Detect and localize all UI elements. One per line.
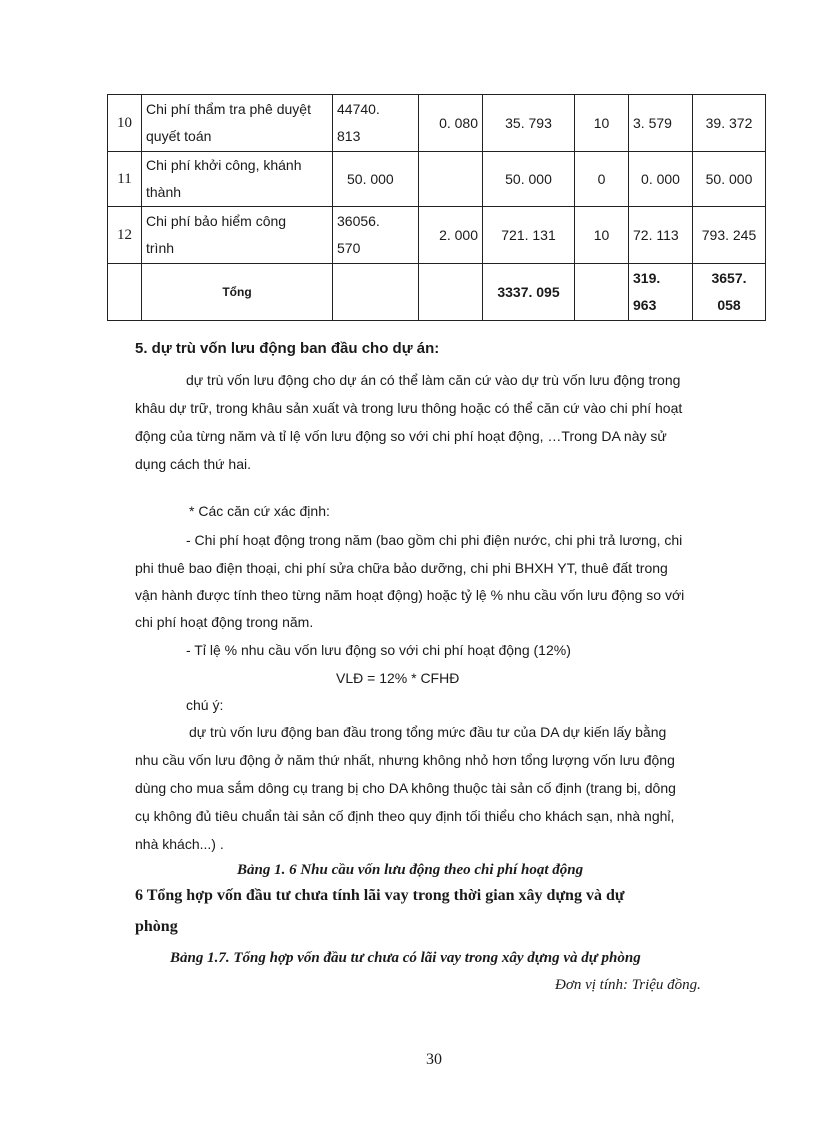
post-vat-value: 50. 000	[693, 152, 766, 207]
row-number: 10	[108, 95, 142, 152]
vat-rate: 10	[575, 95, 629, 152]
pre-vat-value: 35. 793	[483, 95, 575, 152]
paragraph-line: - Tỉ lệ % nhu cầu vốn lưu động so với chi phí hoạt động (12%)	[186, 642, 571, 658]
total-row	[108, 264, 766, 321]
rate	[419, 152, 483, 207]
paragraph-line: dùng cho mua sắm dông cụ trang bị cho DA không thuộc tài sản cố định (trang bị, dông	[135, 780, 676, 796]
vat-amount: 3. 579	[629, 95, 693, 152]
formula: VLĐ = 12% * CFHĐ	[336, 670, 460, 686]
row-number: 12	[108, 207, 142, 264]
section6-heading-line: phòng	[135, 918, 178, 935]
post-vat-value: 793. 245	[693, 207, 766, 264]
paragraph-line: phi thuê bao điện thoại, chi phí sửa chữa bảo dưỡng, chi phi BHXH YT, thuê đất trong	[135, 560, 668, 576]
paragraph-line: động của từng năm và tỉ lệ vốn lưu động so với chi phí hoạt động, …Trong DA này sử	[135, 428, 667, 444]
paragraph-line: vận hành được tính theo từng năm hoạt động) hoặc tỷ lệ % nhu cầu vốn lưu động so với	[135, 587, 685, 603]
cost-item-name: Chi phí bảo hiểm công trình	[142, 207, 333, 264]
total-pre-vat: 3337. 095	[483, 264, 575, 321]
paragraph-line: - Chi phí hoạt động trong năm (bao gồm chi phi điện nước, chi phi trả lương, chi	[186, 532, 683, 548]
pre-vat-value: 721. 131	[483, 207, 575, 264]
cost-table	[107, 94, 766, 321]
vat-amount: 72. 113	[629, 207, 693, 264]
total-vat-amount: 319. 963	[629, 264, 693, 321]
vat-rate: 0	[575, 152, 629, 207]
paragraph-line: cụ không đủ tiêu chuẩn tài sản cố định theo quy định tối thiểu cho khách sạn, nhà nghỉ,	[135, 808, 675, 824]
basis-title: * Các căn cứ xác định:	[189, 503, 330, 519]
table-row	[108, 95, 766, 152]
cost-item-name: Chi phí thẩm tra phê duyệt quyết toán	[142, 95, 333, 152]
total-label: Tổng	[142, 264, 333, 321]
cost-item-name: Chi phí khởi công, khánh thành	[142, 152, 333, 207]
paragraph-line: nhu cầu vốn lưu động ở năm thứ nhất, nhưng không nhỏ hơn tổng lượng vốn lưu động	[135, 752, 675, 768]
rate: 0. 080	[419, 95, 483, 152]
unit-note: Đơn vị tính: Triệu đồng.	[555, 977, 701, 993]
table-caption: Bảng 1. 6 Nhu cầu vốn lưu động theo chi phí hoạt động	[237, 862, 584, 878]
paragraph-line: dụng cách thứ hai.	[135, 456, 252, 472]
total-post-vat: 3657. 058	[693, 264, 766, 321]
rate: 2. 000	[419, 207, 483, 264]
paragraph-line: khâu dự trữ, trong khâu sản xuất và trong lưu thông hoặc có thể căn cứ vào chi phí hoạt	[135, 400, 683, 416]
note-title: chú ý:	[186, 697, 224, 713]
table-row	[108, 152, 766, 207]
vat-rate: 10	[575, 207, 629, 264]
page-number: 30	[426, 1051, 442, 1068]
base-value: 36056. 570	[333, 207, 419, 264]
vat-amount: 0. 000	[629, 152, 693, 207]
paragraph-line: chi phí hoạt động trong năm.	[135, 614, 314, 630]
paragraph-line: dự trù vốn lưu động ban đầu trong tổng mức đầu tư của DA dự kiến lấy bằng	[189, 724, 667, 740]
row-number: 11	[108, 152, 142, 207]
table-row	[108, 207, 766, 264]
table-caption: Bảng 1.7. Tổng hợp vốn đầu tư chưa có lãi vay trong xây dựng và dự phòng	[170, 950, 641, 966]
paragraph-line: dự trù vốn lưu động cho dự án có thể làm căn cứ vào dự trù vốn lưu động trong	[186, 372, 681, 388]
base-value: 44740. 813	[333, 95, 419, 152]
base-value: 50. 000	[333, 152, 419, 207]
pre-vat-value: 50. 000	[483, 152, 575, 207]
paragraph-line: nhà khách...) .	[135, 836, 224, 852]
section5-heading: 5. dự trù vốn lưu động ban đầu cho dự án:	[135, 340, 440, 357]
post-vat-value: 39. 372	[693, 95, 766, 152]
section6-heading-line: 6 Tổng hợp vốn đầu tư chưa tính lãi vay trong thời gian xây dựng và dự	[135, 887, 625, 904]
